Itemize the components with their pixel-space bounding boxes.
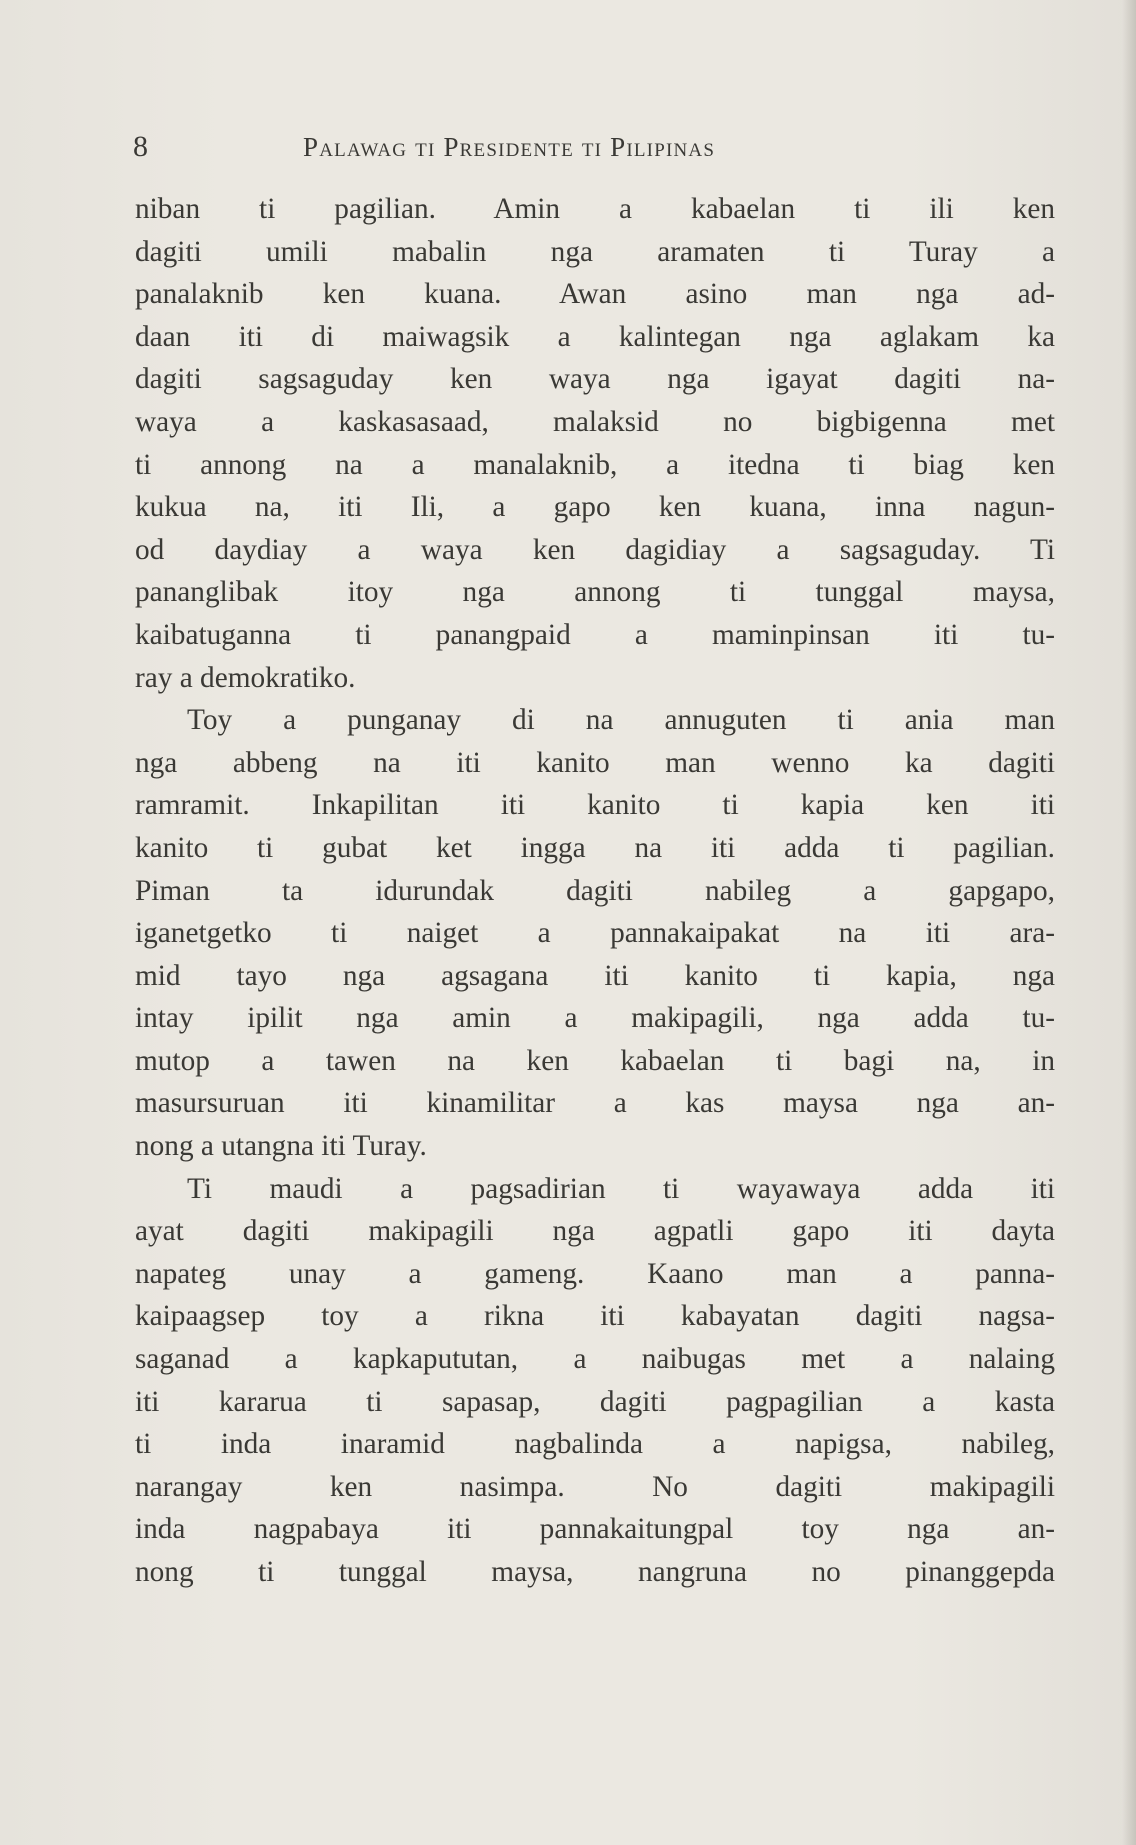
page-header: [133, 122, 873, 172]
body-text: [135, 188, 1055, 1594]
text-line: Piman ta idurundak dagiti nabileg a gapgapo,: [135, 874, 1055, 907]
text-line: ti inda inaramid nagbalinda a napigsa, nabileg,: [135, 1428, 1055, 1461]
text-line: kaipaagsep toy a rikna iti kabayatan dagiti nagsa-: [135, 1300, 1055, 1333]
text-line: kukua na, iti Ili, a gapo ken kuana, inna nagun-: [135, 491, 1055, 524]
page-number: 8: [133, 130, 148, 163]
text-line: ramramit. Inkapilitan iti kanito ti kapia ken iti: [135, 789, 1055, 822]
text-line: Ti maudi a pagsadirian ti wayawaya adda iti: [187, 1172, 1055, 1205]
running-title: Palawag ti Presidente ti Pilipinas: [303, 132, 716, 162]
text-line: ayat dagiti makipagili nga agpatli gapo iti dayta: [135, 1215, 1055, 1248]
text-line: iti kararua ti sapasap, dagiti pagpagilian a kasta: [135, 1385, 1055, 1418]
page-edge-shadow: [1122, 0, 1136, 1845]
text-line: nga abbeng na iti kanito man wenno ka dagiti: [135, 746, 1055, 779]
text-line: saganad a kapkapututan, a naibugas met a nalaing: [135, 1343, 1055, 1376]
text-line: mid tayo nga agsagana iti kanito ti kapia, nga: [135, 959, 1055, 992]
text-line: nong a utangna iti Turay.: [135, 1130, 427, 1163]
text-line: kanito ti gubat ket ingga na iti adda ti pagilian.: [135, 831, 1055, 864]
text-line: Toy a punganay di na annuguten ti ania man: [187, 704, 1055, 737]
text-line: nong ti tunggal maysa, nangruna no pinanggepda: [135, 1556, 1055, 1588]
text-line: niban ti pagilian. Amin a kabaelan ti ili ken: [135, 193, 1055, 225]
text-line: iganetgetko ti naiget a pannakaipakat na iti ara-: [135, 917, 1055, 950]
text-line: mutop a tawen na ken kabaelan ti bagi na, in: [135, 1044, 1055, 1077]
text-line: panalaknib ken kuana. Awan asino man nga ad-: [135, 278, 1055, 311]
text-line: od daydiay a waya ken dagidiay a sagsaguday. Ti: [135, 533, 1055, 566]
text-line: ti annong na a manalaknib, a itedna ti biag ken: [135, 448, 1055, 481]
text-line: dagiti umili mabalin nga aramaten ti Turay a: [135, 235, 1055, 268]
text-line: intay ipilit nga amin a makipagili, nga adda tu-: [135, 1002, 1055, 1035]
text-line: masursuruan iti kinamilitar a kas maysa nga an-: [135, 1087, 1055, 1120]
text-line: daan iti di maiwagsik a kalintegan nga aglakam ka: [135, 320, 1055, 353]
text-line: inda nagpabaya iti pannakaitungpal toy nga an-: [135, 1513, 1055, 1546]
text-line: ray a demokratiko.: [135, 661, 356, 694]
text-line: napateg unay a gameng. Kaano man a panna-: [135, 1257, 1055, 1290]
text-line: waya a kaskasasaad, malaksid no bigbigenna met: [135, 405, 1055, 438]
text-line: dagiti sagsaguday ken waya nga igayat dagiti na-: [135, 363, 1055, 396]
text-line: narangay ken nasimpa. No dagiti makipagili: [135, 1470, 1055, 1503]
text-line: kaibatuganna ti panangpaid a maminpinsan iti tu-: [135, 618, 1055, 651]
text-line: pananglibak itoy nga annong ti tunggal maysa,: [135, 576, 1055, 609]
